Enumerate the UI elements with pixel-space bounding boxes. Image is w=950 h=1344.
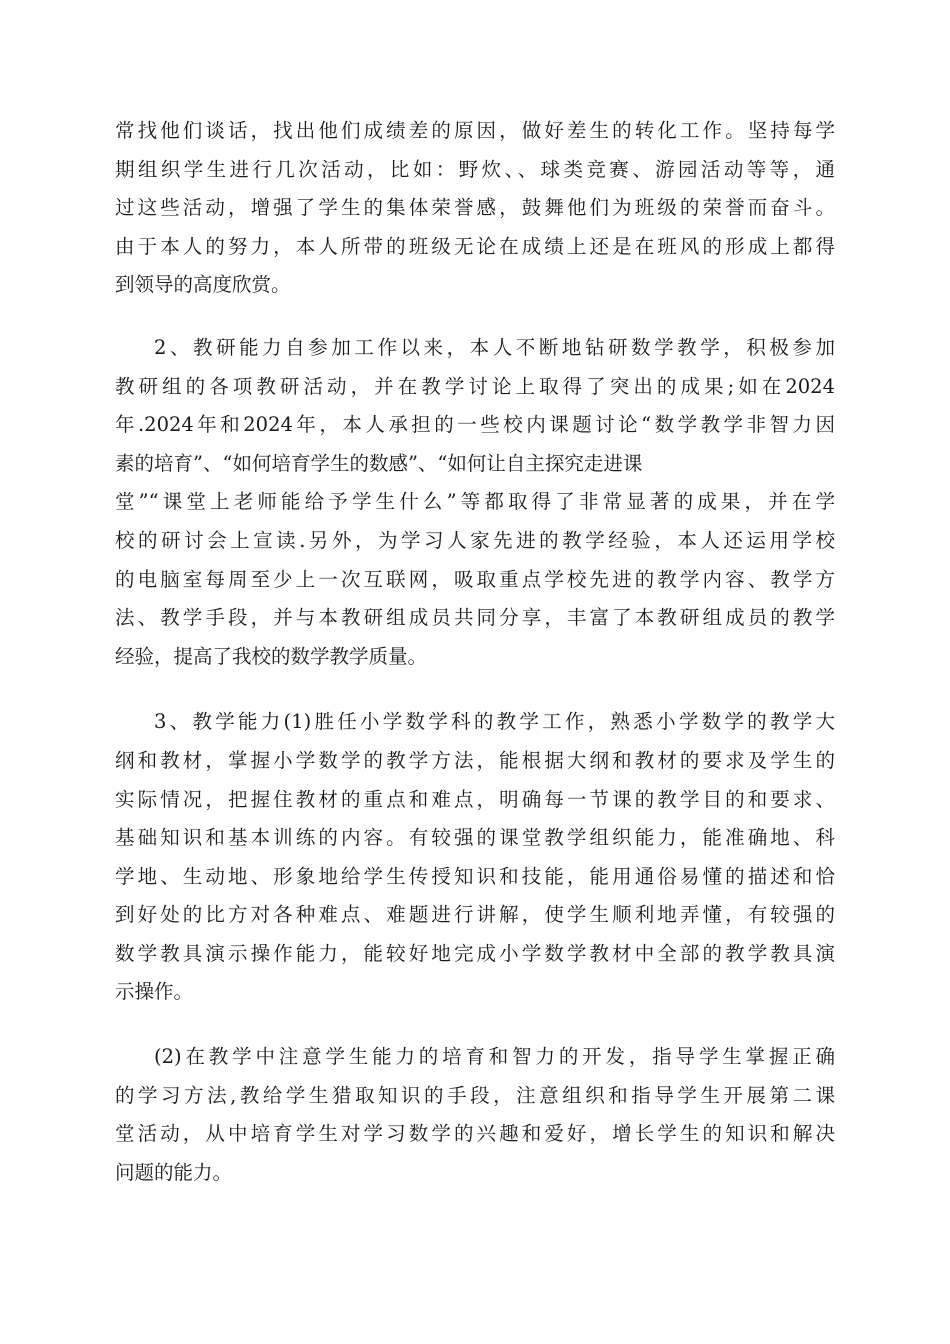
text-line: 堂活动，从中培育学生对学习数学的兴趣和爱好，增长学生的知识和解决 [115,1122,835,1146]
paragraph-student-development [115,1038,835,1192]
text-line: 问题的能力。 [115,1160,233,1184]
text-line: 基础知识和基本训练的内容。有较强的课堂教学组织能力，能准确地、科 [115,826,835,850]
text-line: 2、教研能力自参加工作以来，本人不断地钻研数学教学，积极参加 [154,335,835,359]
text-line: 学地、生动地、形象地给学生传授知识和技能，能用通俗易懂的描述和恰 [115,864,835,888]
text-line: 到好处的比方对各种难点、难题进行讲解，使学生顺利地弄懂，有较强的 [115,903,835,927]
text-line: 由于本人的努力，本人所带的班级无论在成绩上还是在班风的形成上都得 [115,234,835,258]
text-line: 常找他们谈话，找出他们成绩差的原因，做好差生的转化工作。坚持每学 [115,119,835,142]
text-line: 期组织学生进行几次活动，比如：野炊、、球类竞赛、游园活动等等，通 [115,157,835,181]
paragraph-teaching-ability [115,703,835,1012]
text-line: 到领导的高度欣赏。 [115,273,291,297]
text-line: 过这些活动，增强了学生的集体荣誉感，鼓舞他们为班级的荣誉而奋斗。 [115,196,835,220]
text-line: (2)在教学中注意学生能力的培育和智力的开发，指导学生掌握正确 [154,1045,835,1069]
text-line: 纲和教材，掌握小学数学的教学方法，能根据大纲和教材的要求及学生的 [115,748,835,772]
text-line: 堂”“课堂上老师能给予学生什么”等都取得了非常显著的成果，并在学 [115,490,835,514]
document-body [115,112,835,1192]
text-line: 校的研讨会上宣读.另外，为学习人家先进的教学经验，本人还运用学校 [115,528,835,552]
text-line: 3、教学能力(1)胜任小学数学科的教学工作，熟悉小学数学的教学大 [154,710,835,734]
text-line: 经验，提高了我校的数学教学质量。 [115,644,428,668]
text-line: 素的培育”、“如何培育学生的数感”、“如何让自主探究走进课 [115,451,643,475]
text-line: 年.2024年和2024年，本人承担的一些校内课题讨论“数学教学非智力因 [115,413,835,437]
text-line: 示操作。 [115,980,194,1004]
paragraph-class-management [115,112,835,305]
text-line: 实际情况，把握住教材的重点和难点，明确每一节课的教学目的和要求、 [115,787,835,811]
text-line: 教研组的各项教研活动，并在教学讨论上取得了突出的成果;如在2024 [115,374,835,398]
text-line: 数学教具演示操作能力，能较好地完成小学数学教材中全部的教学教具演 [115,941,835,965]
text-line: 的电脑室每周至少上一次互联网，吸取重点学校先进的教学内容、教学方 [115,567,835,591]
paragraph-research-ability [115,329,835,676]
text-line: 的学习方法,教给学生猎取知识的手段，注意组织和指导学生开展第二课 [115,1083,835,1107]
text-line: 法、教学手段，并与本教研组成员共同分享，丰富了本教研组成员的教学 [115,606,835,630]
